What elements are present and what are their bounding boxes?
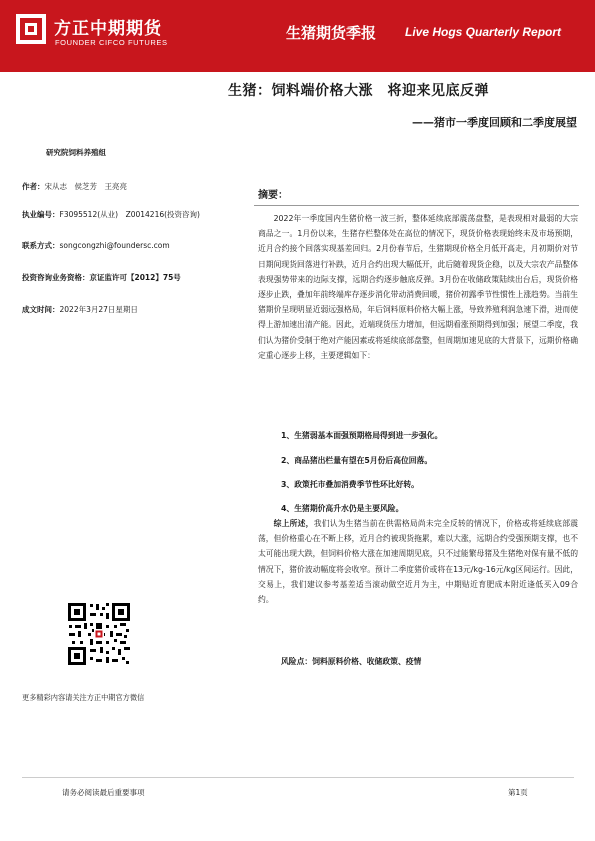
- footer-divider: [22, 777, 574, 778]
- summary-body: 我们认为生猪当前在供需格局尚未完全反转的情况下，价格或将延续底部震荡，但价格重心在不断上移，近月合约被现货拖累，难以大涨，远期合约受强预期支撑，也不太可能出现大跌，但饲料价格大涨在加速周期见底，只不过能繁母猪及生猪绝对保有量不低的情况下，猪价波动幅度将会收窄。预计二季度猪价或将在13元/kg-16元/kg区间运行。因此，交易上，我们建议参考基差适当滚动做空近月为主，中期贴近育肥成本附近逢低买入09合约。: [258, 519, 579, 605]
- report-type-en: Live Hogs Quarterly Report: [405, 25, 562, 39]
- license-label: 执业编号：: [22, 210, 60, 219]
- author-label: 作者：: [22, 182, 45, 191]
- key-point-2: 2、商品猪出栏量有望在5月份后高位回落。: [281, 456, 433, 465]
- abstract-title: 摘要：: [258, 190, 288, 201]
- company-name-en: FOUNDER CIFCO FUTURES: [55, 38, 168, 47]
- company-name-cn: 方正中期期货: [54, 19, 162, 39]
- wechat-qr-code-icon[interactable]: [66, 601, 132, 667]
- date-label: 成文时间：: [22, 305, 60, 314]
- risk-value: 饲料原料价格、收储政策、疫情: [312, 657, 422, 666]
- date-row: [22, 304, 138, 315]
- main-title: 生猪：饲料端价格大涨 将迎来见底反弹: [228, 83, 489, 99]
- company-logo-icon: [16, 14, 46, 44]
- sub-title: ——猪市一季度回顾和二季度展望: [412, 116, 577, 129]
- page-number: 第1页: [508, 788, 528, 797]
- summary-lead: 综上所述，: [273, 519, 314, 528]
- report-type-cn: 生猪期货季报: [286, 24, 377, 42]
- abstract-paragraph: 2022年一季度国内生猪价格一波三折，整体延续底部震荡盘整，是表现相对最弱的大宗商品之一。1月份以来，生猪存栏整体处在高位的情况下，现货价格表现始终未及市场预期，近月合约接个回落实现基差回归。2月份春节后，生猪期现价格全月低开高走，月初期价对节日期间现货回落进行补跌，近月合约出现大幅低开，此后随着现货企稳，以及大宗农产品整体表现强势带来的边际支撑，远期合约逐步触底反弹。3月份在收储政策陆续出台后，现货价格逐步止跌，叠加年前终端库存逐步消化带动消费回暖，猪价初露季节性惯性上涨趋势。当前生猪期价呈现明显近弱远强格局，年后饲料原料价格大幅上涨，导致养殖利润急速下滑，进而使得上游加速出清产能。因此，近端现货压力增加，但远期看涨预期得到加强；展望二季度，我们认为猪价受制于绝对产能因素或将延续底部盘整，但周期加速见底的大背景下，远期价格确定重心逐步上移，主要逻辑如下：: [258, 214, 578, 360]
- qualification-label: 投资咨询业务资格：: [22, 273, 90, 282]
- key-point-4: 4、生猪期价高升水仍是主要风险。: [281, 504, 404, 513]
- qualification-row: [22, 272, 181, 283]
- report-header: [0, 0, 595, 72]
- risk-label: 风险点：: [281, 657, 313, 666]
- department: 研究院饲料养殖组: [46, 148, 106, 157]
- author-row: [22, 181, 127, 192]
- author-value: 宋从志 侯芝芳 王亮亮: [44, 182, 127, 191]
- footer-disclaimer[interactable]: 请务必阅读最后重要事项: [62, 788, 145, 797]
- abstract-divider: [254, 205, 579, 206]
- qualification-value: 京证监许可【2012】75号: [89, 273, 181, 282]
- summary-paragraph: [258, 516, 578, 607]
- contact-label: 联系方式：: [22, 241, 60, 250]
- date-value: 2022年3月27日星期日: [59, 305, 138, 314]
- qr-caption: 更多精彩内容请关注方正中期官方微信: [22, 693, 145, 702]
- contact-row: [22, 240, 170, 251]
- contact-value[interactable]: songcongzhi@foundersc.com: [59, 241, 170, 250]
- key-point-1: 1、生猪弱基本面强预期格局得到进一步强化。: [281, 431, 443, 440]
- risk-row: [281, 656, 421, 667]
- key-point-3: 3、政策托市叠加消费季节性环比好转。: [281, 480, 419, 489]
- license-row: [22, 209, 200, 220]
- license-value: F3095512(从业) Z0014216(投资咨询): [59, 210, 200, 219]
